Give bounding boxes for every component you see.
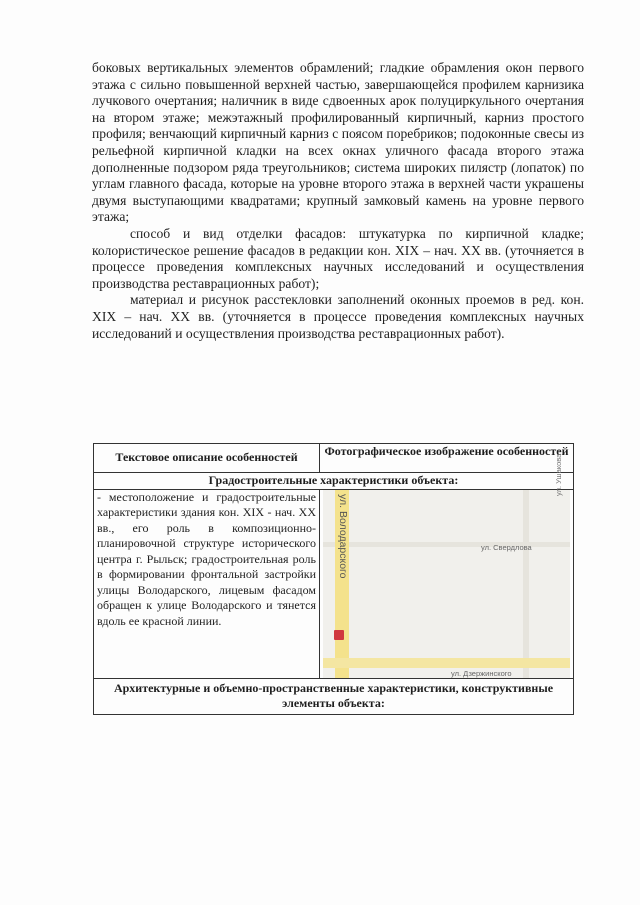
street-line [523, 490, 529, 678]
section-row-architecture [94, 678, 574, 714]
urban-description: - местоположение и градостроительные характеристики здания кон. XIX - нач. XX вв., его роль в композиционно-планировочной структуре исторического центра г. Рыльск; градостроительная роль в формировании фронтальной застройки улицы Володарского, лицевым фасадом обращен к улице Володарского и тянется вдоль ее красной линии. [94, 489, 320, 678]
section-row-urban [94, 473, 574, 490]
street-line [323, 542, 570, 547]
street-label-sverdlova: ул. Свердлова [481, 542, 532, 552]
table-row [94, 489, 574, 678]
street-label-volodarskogo: ул. Володарского [336, 493, 349, 578]
paragraph-2: способ и вид отделки фасадов: штукатурка по кирпичной кладке; колористическое решение фасадов в редакции кон. XIX – нач. XX вв. (уточняется в процессе проведения комплексных научных исследований и осуществления производства реставрационных работ); [92, 225, 584, 291]
col2-header: Фотографическое изображение особенностей [320, 444, 574, 473]
object-location-marker [334, 630, 344, 640]
paragraph-3: материал и рисунок расстекловки заполнений оконных проемов в ред. кон. XIX – нач. XX вв. (уточняется в процессе проведения комплексных научных исследований и осуществления производства реставрационных работ). [92, 292, 584, 341]
body-text [92, 60, 584, 342]
road-dzerzhinskogo [323, 658, 570, 668]
street-label-dzerzhinskogo: ул. Дзержинского [451, 668, 512, 678]
section-title-urban: Градостроительные характеристики объекта: [94, 473, 574, 490]
paragraph-1: боковых вертикальных элементов обрамлений; гладкие обрамления окон первого этажа с сильно повышенной верхней частью, завершающейся профилем карнизика лучкового очертания; наличник в виде сдвоенных арок полуциркульного очертания на втором этаже; межэтажный профилированный кирпичный, карниз простого профиля; венчающий кирпичный карниз с поясом поребриков; подоконные свесы из рельефной кирпичной кладки на всех окнах уличного фасада второго этажа дополненные подзором ряда треугольников; система широких пилястр (лопаток) по углам главного фасада, которые на уровне второго этажа в верхней части украшены двумя выступающими квадратами; крупный замковый камень на уровне первого этажа; [92, 60, 584, 225]
table-header-row [94, 444, 574, 473]
col1-header: Текстовое описание особенностей [94, 444, 320, 473]
features-table [93, 443, 574, 715]
street-label-ushakova: ул. Ушакова [553, 453, 563, 496]
section-title-architecture: Архитектурные и объемно-пространственные характеристики, конструктивные элементы объекта: [94, 678, 574, 714]
